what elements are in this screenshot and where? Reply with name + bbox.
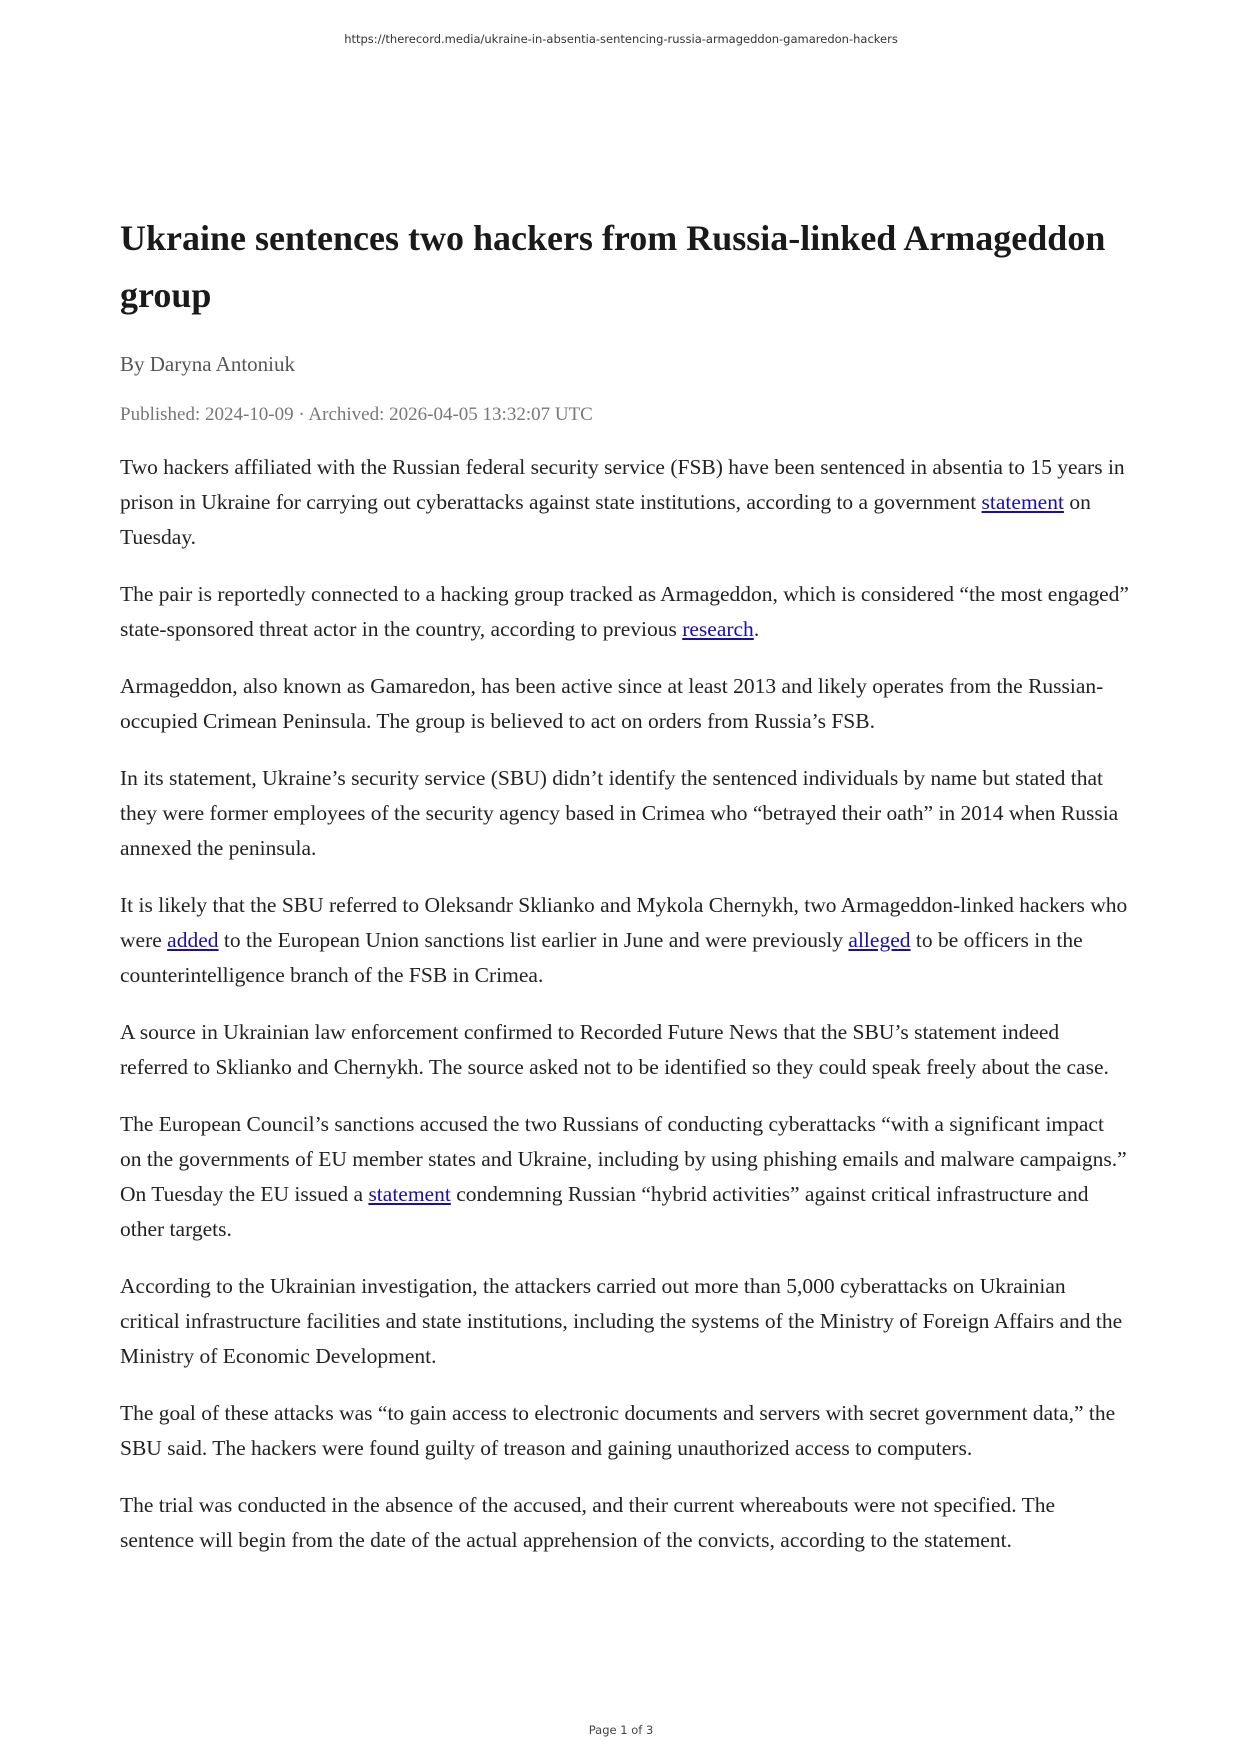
- statement-link[interactable]: statement: [981, 490, 1064, 514]
- paragraph-1: [120, 450, 1130, 555]
- research-link[interactable]: research: [682, 617, 754, 641]
- paragraph-5-text-after: to be officers in the counterintelligence branch of the FSB in Crimea.: [120, 928, 1083, 987]
- paragraph-3: Armageddon, also known as Gamaredon, has been active since at least 2013 and likely operates from the Russian-occupied Crimean Peninsula. The group is believed to act on orders from Russia’s FSB.: [120, 674, 1104, 733]
- page-url: https://therecord.media/ukraine-in-absentia-sentencing-russia-armageddon-gamaredon-hackers: [344, 32, 898, 46]
- paragraph-1-text-before: Two hackers affiliated with the Russian federal security service (FSB) have been sentenced in absentia to 15 years in prison in Ukraine for carrying out cyberattacks against state institutions, according to a government: [120, 455, 1125, 514]
- paragraph-1-text-after: on Tuesday.: [120, 490, 1091, 549]
- article: [120, 210, 1130, 1580]
- article-byline: By Daryna Antoniuk: [120, 352, 295, 376]
- paragraph-7-text-after: condemning Russian “hybrid activities” against critical infrastructure and other targets.: [120, 1182, 1089, 1241]
- paragraph-2-text-before: The pair is reportedly connected to a hacking group tracked as Armageddon, which is considered “the most engaged” state-sponsored threat actor in the country, according to previous: [120, 582, 1129, 641]
- paragraph-10: The trial was conducted in the absence of the accused, and their current whereabouts were not specified. The sentence will begin from the date of the actual apprehension of the convicts, according to the statement.: [120, 1493, 1056, 1552]
- paragraph-5-text-before: It is likely that the SBU referred to Oleksandr Sklianko and Mykola Chernykh, two Armageddon-linked hackers who were: [120, 893, 1128, 952]
- paragraph-9: The goal of these attacks was “to gain access to electronic documents and servers with secret government data,” the SBU said. The hackers were found guilty of treason and gaining unauthorized access to computers.: [120, 1401, 1116, 1460]
- eu-statement-link[interactable]: statement: [368, 1182, 451, 1206]
- paragraph-5-text-middle: to the European Union sanctions list earlier in June and were previously: [218, 928, 849, 952]
- paragraph-6: A source in Ukrainian law enforcement confirmed to Recorded Future News that the SBU’s statement indeed referred to Sklianko and Chernykh. The source asked not to be identified so they could speak freely about the case.: [120, 1020, 1109, 1079]
- paragraph-4: In its statement, Ukraine’s security service (SBU) didn’t identify the sentenced individuals by name but stated that they were former employees of the security agency based in Crimea who “betrayed their oath” in 2014 when Russia annexed the peninsula.: [120, 766, 1119, 860]
- article-title: Ukraine sentences two hackers from Russia-linked Armageddon group: [120, 218, 1106, 315]
- page-number: Page 1 of 3: [588, 1723, 654, 1737]
- added-link[interactable]: added: [167, 928, 219, 952]
- paragraph-8: According to the Ukrainian investigation, the attackers carried out more than 5,000 cyberattacks on Ukrainian critical infrastructure facilities and state institutions, including the systems of the Ministry of Foreign Affairs and the Ministry of Economic Development.: [120, 1274, 1123, 1368]
- article-meta: Published: 2024-10-09 · Archived: 2026-04-05 13:32:07 UTC: [120, 404, 593, 425]
- paragraph-2: [120, 577, 1130, 647]
- paragraph-7-text-before: The European Council’s sanctions accused the two Russians of conducting cyberattacks “with a significant impact on the governments of EU member states and Ukraine, including by using phishing emails and malware campaigns.” On Tuesday the EU issued a: [120, 1112, 1127, 1206]
- paragraph-7: [120, 1107, 1130, 1247]
- alleged-link[interactable]: alleged: [848, 928, 911, 952]
- paragraph-2-text-after: .: [753, 617, 760, 641]
- paragraph-5: [120, 888, 1130, 993]
